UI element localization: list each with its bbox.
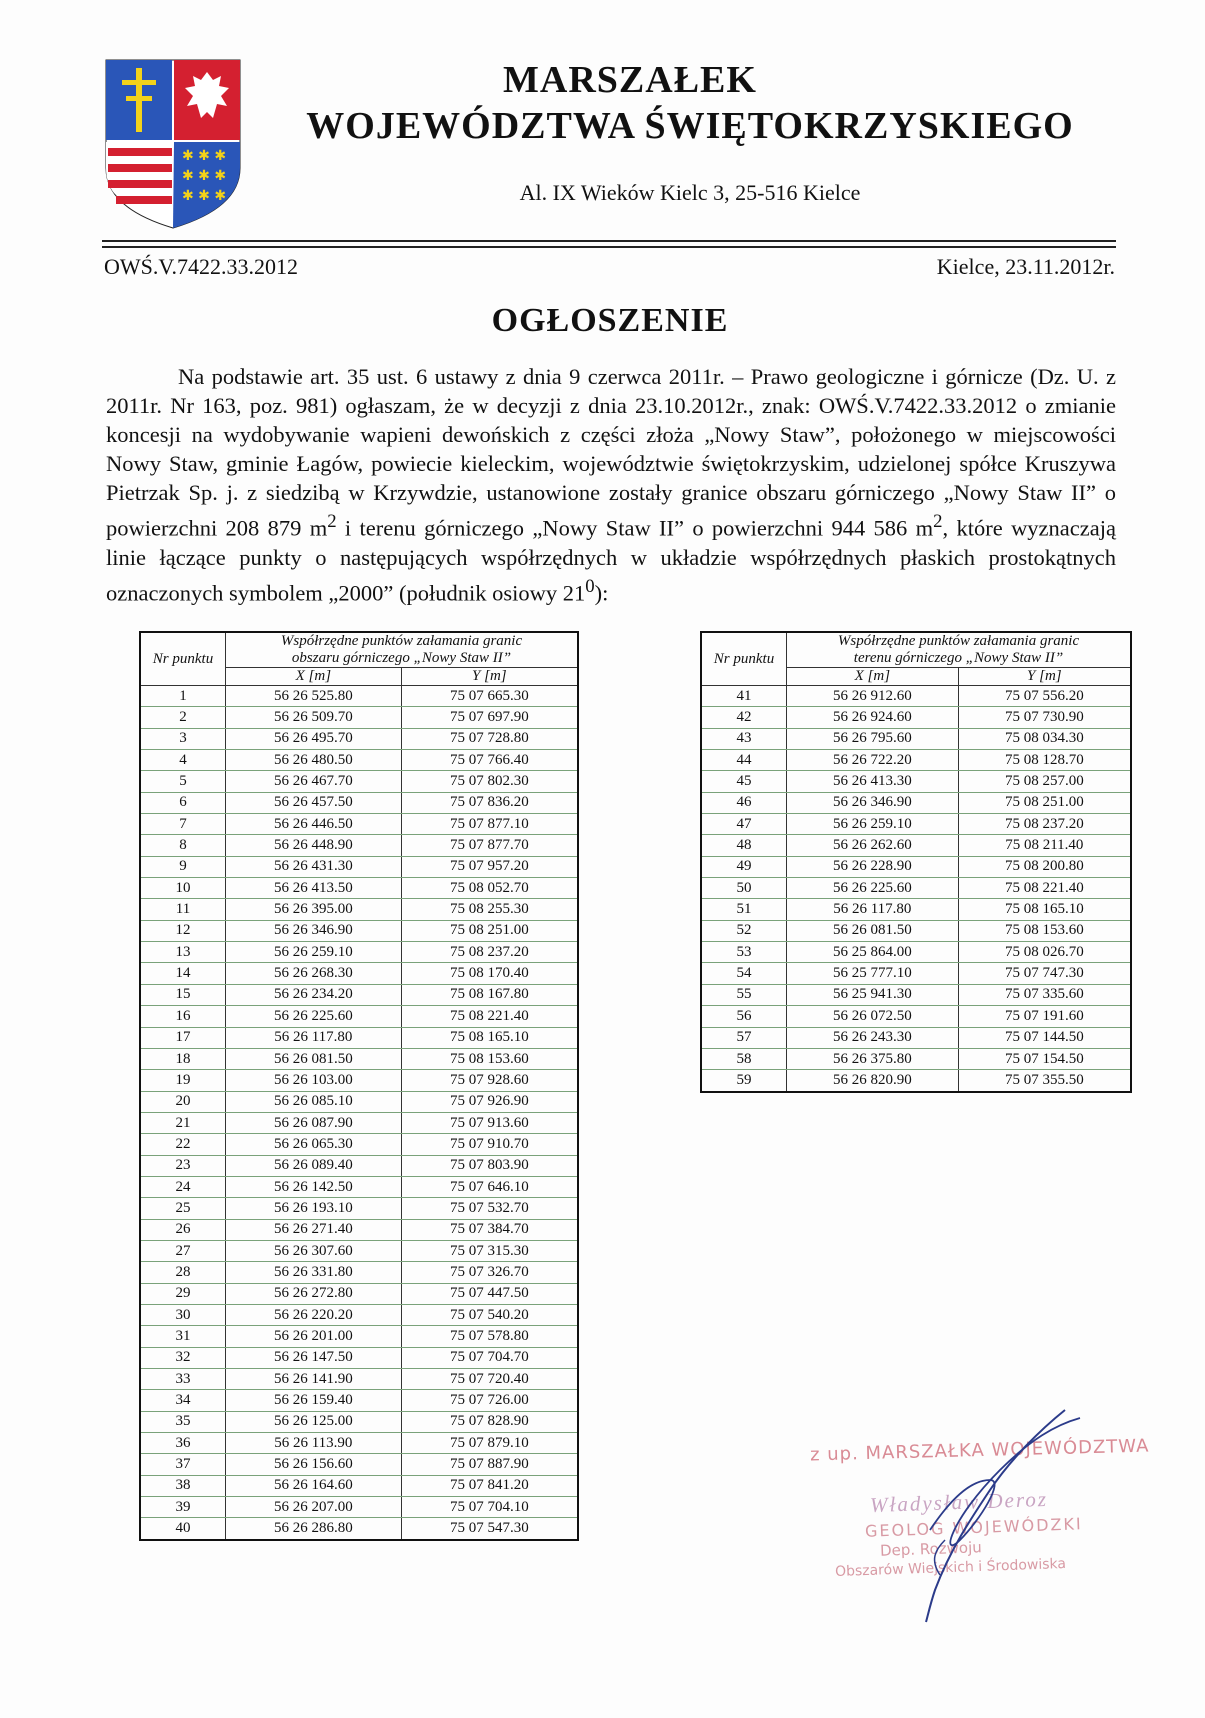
announcement-body — [106, 362, 1116, 607]
mining-terrain-coordinates-table — [700, 631, 1132, 1093]
y-coordinate-cell: 75 08 170.40 — [401, 963, 578, 984]
table-row — [701, 792, 1131, 813]
x-coordinate-cell: 56 26 125.00 — [226, 1411, 402, 1432]
x-coordinate-cell: 56 26 820.90 — [787, 1070, 959, 1092]
table-row — [140, 750, 578, 771]
table-row — [701, 856, 1131, 877]
point-number-cell: 52 — [701, 920, 787, 941]
y-coordinate-cell: 75 08 251.00 — [401, 920, 578, 941]
table-row — [140, 1326, 578, 1347]
x-coordinate-cell: 56 26 413.30 — [787, 771, 959, 792]
point-number-cell: 9 — [140, 856, 226, 877]
point-number-cell: 12 — [140, 920, 226, 941]
x-coordinate-cell: 56 26 413.50 — [226, 878, 402, 899]
table-row — [140, 1070, 578, 1091]
y-coordinate-cell: 75 07 326.70 — [401, 1262, 578, 1283]
point-number-cell: 19 — [140, 1070, 226, 1091]
point-number-cell: 6 — [140, 792, 226, 813]
header-rule — [102, 240, 1116, 242]
table-row — [701, 814, 1131, 835]
table-row — [140, 878, 578, 899]
point-number-cell: 46 — [701, 792, 787, 813]
point-number-cell: 18 — [140, 1048, 226, 1069]
table-row — [140, 1155, 578, 1176]
y-coordinate-cell: 75 07 540.20 — [401, 1304, 578, 1325]
point-number-cell: 21 — [140, 1112, 226, 1133]
x-coordinate-cell: 56 26 193.10 — [226, 1198, 402, 1219]
y-coordinate-cell: 75 07 665.30 — [401, 686, 578, 707]
point-number-cell: 7 — [140, 814, 226, 835]
x-coordinate-cell: 56 26 081.50 — [226, 1048, 402, 1069]
point-number-cell: 8 — [140, 835, 226, 856]
point-number-cell: 14 — [140, 963, 226, 984]
x-coordinate-cell: 56 26 448.90 — [226, 835, 402, 856]
point-number-cell: 58 — [701, 1048, 787, 1069]
table-row — [701, 878, 1131, 899]
y-coordinate-cell: 75 07 532.70 — [401, 1198, 578, 1219]
y-coordinate-cell: 75 07 803.90 — [401, 1155, 578, 1176]
col-header-group: Współrzędne punktów załamania granic obszaru górniczego „Nowy Staw II” — [226, 632, 579, 668]
svg-text:✱ ✱ ✱: ✱ ✱ ✱ — [182, 168, 227, 184]
point-number-cell: 33 — [140, 1369, 226, 1390]
y-coordinate-cell: 75 07 556.20 — [958, 686, 1131, 707]
x-coordinate-cell: 56 26 220.20 — [226, 1304, 402, 1325]
y-coordinate-cell: 75 08 237.20 — [958, 814, 1131, 835]
x-coordinate-cell: 56 26 259.10 — [226, 942, 402, 963]
y-coordinate-cell: 75 07 730.90 — [958, 707, 1131, 728]
table-row — [140, 1454, 578, 1475]
table-row — [140, 899, 578, 920]
point-number-cell: 40 — [140, 1518, 226, 1540]
place-date: Kielce, 23.11.2012r. — [936, 254, 1115, 279]
body-paragraph: Na podstawie art. 35 ust. 6 ustawy z dnia 9 czerwca 2011r. – Prawo geologiczne i górnicze (Dz. U. z 2011r. Nr 163, poz. 981) ogłaszam, że w decyzji z dnia 23.10.2012r., znak: OWŚ.V.7422.33.2012 o zmianie koncesji na wydobywanie wapieni dewońskich z części złoża „Nowy Staw”, położonego w miejscowości Nowy Staw, gminie Łagów, powiecie kieleckim, województwie świętokrzyskim, udzielonej spółce Kruszywa Pietrzak Sp. j. z siedzibą w Krzywdzie, ustanowione zostały granice obszaru górniczego „Nowy Staw II” o powierzchni 208 879 $m^2$ i terenu górniczego „Nowy Staw II” o powierzchni 944 586 $m^2$, które wyznaczają linie łączące punkty o następujących współrzędnych w układzie współrzędnych płaskich prostokątnych oznaczonych symbolem „2000” (południk osiowy $21^0$): — [106, 364, 1116, 605]
table-row — [701, 1048, 1131, 1069]
point-number-cell: 31 — [140, 1326, 226, 1347]
point-number-cell: 45 — [701, 771, 787, 792]
y-coordinate-cell: 75 08 165.10 — [958, 899, 1131, 920]
x-coordinate-cell: 56 26 346.90 — [787, 792, 959, 813]
y-coordinate-cell: 75 07 704.70 — [401, 1347, 578, 1368]
point-number-cell: 11 — [140, 899, 226, 920]
point-number-cell: 16 — [140, 1006, 226, 1027]
point-number-cell: 28 — [140, 1262, 226, 1283]
table-row — [140, 1390, 578, 1411]
col-header-nr: Nr punktu — [140, 632, 226, 686]
point-number-cell: 26 — [140, 1219, 226, 1240]
x-coordinate-cell: 56 26 228.90 — [787, 856, 959, 877]
x-coordinate-cell: 56 26 722.20 — [787, 750, 959, 771]
point-number-cell: 42 — [701, 707, 787, 728]
y-coordinate-cell: 75 07 766.40 — [401, 750, 578, 771]
y-coordinate-cell: 75 08 237.20 — [401, 942, 578, 963]
x-coordinate-cell: 56 26 431.30 — [226, 856, 402, 877]
table-row — [140, 728, 578, 749]
point-number-cell: 5 — [140, 771, 226, 792]
point-number-cell: 4 — [140, 750, 226, 771]
mining-area-coordinates-table — [139, 631, 579, 1541]
point-number-cell: 2 — [140, 707, 226, 728]
point-number-cell: 56 — [701, 1006, 787, 1027]
y-coordinate-cell: 75 08 034.30 — [958, 728, 1131, 749]
x-coordinate-cell: 56 26 103.00 — [226, 1070, 402, 1091]
x-coordinate-cell: 56 26 072.50 — [787, 1006, 959, 1027]
y-coordinate-cell: 75 07 726.00 — [401, 1390, 578, 1411]
table-row — [701, 707, 1131, 728]
y-coordinate-cell: 75 08 255.30 — [401, 899, 578, 920]
x-coordinate-cell: 56 26 467.70 — [226, 771, 402, 792]
point-number-cell: 41 — [701, 686, 787, 707]
point-number-cell: 34 — [140, 1390, 226, 1411]
x-coordinate-cell: 56 26 156.60 — [226, 1454, 402, 1475]
table-row — [701, 1006, 1131, 1027]
point-number-cell: 55 — [701, 984, 787, 1005]
table-row — [701, 1027, 1131, 1048]
x-coordinate-cell: 56 26 375.80 — [787, 1048, 959, 1069]
table-row — [140, 835, 578, 856]
col-header-x: X [m] — [787, 668, 959, 686]
point-number-cell: 32 — [140, 1347, 226, 1368]
point-number-cell: 47 — [701, 814, 787, 835]
x-coordinate-cell: 56 26 117.80 — [787, 899, 959, 920]
stamp-line: GEOLOG WOJEWÓDZKI — [864, 1514, 1083, 1541]
y-coordinate-cell: 75 08 257.00 — [958, 771, 1131, 792]
x-coordinate-cell: 56 26 307.60 — [226, 1240, 402, 1261]
y-coordinate-cell: 75 07 836.20 — [401, 792, 578, 813]
table-row — [140, 1433, 578, 1454]
table-row — [140, 1497, 578, 1518]
x-coordinate-cell: 56 26 225.60 — [226, 1006, 402, 1027]
point-number-cell: 24 — [140, 1176, 226, 1197]
x-coordinate-cell: 56 26 207.00 — [226, 1497, 402, 1518]
table-row — [140, 792, 578, 813]
y-coordinate-cell: 75 07 384.70 — [401, 1219, 578, 1240]
y-coordinate-cell: 75 08 221.40 — [958, 878, 1131, 899]
y-coordinate-cell: 75 07 547.30 — [401, 1518, 578, 1540]
y-coordinate-cell: 75 08 052.70 — [401, 878, 578, 899]
table-row — [140, 1006, 578, 1027]
y-coordinate-cell: 75 08 128.70 — [958, 750, 1131, 771]
y-coordinate-cell: 75 08 153.60 — [401, 1048, 578, 1069]
point-number-cell: 51 — [701, 899, 787, 920]
table-row — [140, 1219, 578, 1240]
x-coordinate-cell: 56 26 234.20 — [226, 984, 402, 1005]
x-coordinate-cell: 56 26 159.40 — [226, 1390, 402, 1411]
point-number-cell: 59 — [701, 1070, 787, 1092]
table-row — [701, 728, 1131, 749]
y-coordinate-cell: 75 08 153.60 — [958, 920, 1131, 941]
col-header-y: Y [m] — [401, 668, 578, 686]
x-coordinate-cell: 56 26 201.00 — [226, 1326, 402, 1347]
point-number-cell: 1 — [140, 686, 226, 707]
table-row — [140, 814, 578, 835]
table-row — [140, 984, 578, 1005]
point-number-cell: 38 — [140, 1475, 226, 1496]
x-coordinate-cell: 56 26 495.70 — [226, 728, 402, 749]
y-coordinate-cell: 75 07 910.70 — [401, 1134, 578, 1155]
y-coordinate-cell: 75 08 026.70 — [958, 942, 1131, 963]
point-number-cell: 20 — [140, 1091, 226, 1112]
y-coordinate-cell: 75 07 191.60 — [958, 1006, 1131, 1027]
table-row — [140, 942, 578, 963]
table-row — [140, 1518, 578, 1540]
y-coordinate-cell: 75 07 144.50 — [958, 1027, 1131, 1048]
table-row — [140, 856, 578, 877]
y-coordinate-cell: 75 07 957.20 — [401, 856, 578, 877]
stamp-line: z up. MARSZAŁKA WOJEWÓDZTWA — [809, 1435, 1150, 1466]
point-number-cell: 10 — [140, 878, 226, 899]
svg-text:✱ ✱ ✱: ✱ ✱ ✱ — [182, 148, 227, 164]
y-coordinate-cell: 75 08 221.40 — [401, 1006, 578, 1027]
table-row — [701, 835, 1131, 856]
table-row — [140, 1091, 578, 1112]
table-row — [140, 1176, 578, 1197]
point-number-cell: 30 — [140, 1304, 226, 1325]
y-coordinate-cell: 75 07 887.90 — [401, 1454, 578, 1475]
table-row — [140, 1304, 578, 1325]
x-coordinate-cell: 56 26 795.60 — [787, 728, 959, 749]
x-coordinate-cell: 56 26 117.80 — [226, 1027, 402, 1048]
point-number-cell: 53 — [701, 942, 787, 963]
y-coordinate-cell: 75 07 747.30 — [958, 963, 1131, 984]
stamp-line: Władysław Deroz — [869, 1486, 1049, 1518]
table-row — [140, 920, 578, 941]
table-row — [701, 920, 1131, 941]
svg-text:✱ ✱ ✱: ✱ ✱ ✱ — [182, 188, 227, 204]
table-row — [140, 1112, 578, 1133]
y-coordinate-cell: 75 07 720.40 — [401, 1369, 578, 1390]
handwritten-signature — [840, 1400, 1100, 1630]
x-coordinate-cell: 56 25 777.10 — [787, 963, 959, 984]
table-row — [140, 1134, 578, 1155]
document-title: OGŁOSZENIE — [491, 302, 729, 339]
x-coordinate-cell: 56 26 113.90 — [226, 1433, 402, 1454]
y-coordinate-cell: 75 07 926.90 — [401, 1091, 578, 1112]
table-row — [701, 750, 1131, 771]
stamp-line: Dep. Rozwoju — [879, 1538, 983, 1560]
x-coordinate-cell: 56 26 446.50 — [226, 814, 402, 835]
x-coordinate-cell: 56 26 262.60 — [787, 835, 959, 856]
table-row — [140, 686, 578, 707]
y-coordinate-cell: 75 08 251.00 — [958, 792, 1131, 813]
point-number-cell: 13 — [140, 942, 226, 963]
x-coordinate-cell: 56 26 065.30 — [226, 1134, 402, 1155]
point-number-cell: 15 — [140, 984, 226, 1005]
x-coordinate-cell: 56 26 087.90 — [226, 1112, 402, 1133]
point-number-cell: 22 — [140, 1134, 226, 1155]
point-number-cell: 37 — [140, 1454, 226, 1475]
point-number-cell: 48 — [701, 835, 787, 856]
col-header-nr: Nr punktu — [701, 632, 787, 686]
y-coordinate-cell: 75 07 447.50 — [401, 1283, 578, 1304]
x-coordinate-cell: 56 26 243.30 — [787, 1027, 959, 1048]
x-coordinate-cell: 56 25 941.30 — [787, 984, 959, 1005]
x-coordinate-cell: 56 26 395.00 — [226, 899, 402, 920]
point-number-cell: 39 — [140, 1497, 226, 1518]
table-row — [140, 1262, 578, 1283]
y-coordinate-cell: 75 08 200.80 — [958, 856, 1131, 877]
x-coordinate-cell: 56 26 457.50 — [226, 792, 402, 813]
point-number-cell: 27 — [140, 1240, 226, 1261]
y-coordinate-cell: 75 07 315.30 — [401, 1240, 578, 1261]
point-number-cell: 44 — [701, 750, 787, 771]
table-row — [701, 984, 1131, 1005]
table-row — [140, 1369, 578, 1390]
table-row — [140, 1347, 578, 1368]
y-coordinate-cell: 75 07 646.10 — [401, 1176, 578, 1197]
table-row — [140, 771, 578, 792]
table-row — [140, 707, 578, 728]
table-row — [701, 771, 1131, 792]
point-number-cell: 3 — [140, 728, 226, 749]
y-coordinate-cell: 75 08 165.10 — [401, 1027, 578, 1048]
col-header-group: Współrzędne punktów załamania granic terenu górniczego „Nowy Staw II” — [787, 632, 1132, 668]
x-coordinate-cell: 56 26 141.90 — [226, 1369, 402, 1390]
point-number-cell: 25 — [140, 1198, 226, 1219]
y-coordinate-cell: 75 07 802.30 — [401, 771, 578, 792]
x-coordinate-cell: 56 26 089.40 — [226, 1155, 402, 1176]
y-coordinate-cell: 75 07 697.90 — [401, 707, 578, 728]
y-coordinate-cell: 75 07 877.10 — [401, 814, 578, 835]
y-coordinate-cell: 75 08 211.40 — [958, 835, 1131, 856]
x-coordinate-cell: 56 26 142.50 — [226, 1176, 402, 1197]
x-coordinate-cell: 56 26 924.60 — [787, 707, 959, 728]
y-coordinate-cell: 75 07 879.10 — [401, 1433, 578, 1454]
table-row — [140, 1411, 578, 1432]
header-title-line2: WOJEWÓDZTWA ŚWIĘTOKRZYSKIEGO — [306, 105, 1074, 147]
table-row — [701, 899, 1131, 920]
x-coordinate-cell: 56 26 268.30 — [226, 963, 402, 984]
table-row — [701, 1070, 1131, 1092]
point-number-cell: 54 — [701, 963, 787, 984]
point-number-cell: 43 — [701, 728, 787, 749]
table-row — [140, 1240, 578, 1261]
y-coordinate-cell: 75 07 728.80 — [401, 728, 578, 749]
header-title-line1: MARSZAŁEK — [503, 59, 757, 101]
table-row — [140, 1048, 578, 1069]
y-coordinate-cell: 75 07 928.60 — [401, 1070, 578, 1091]
point-number-cell: 49 — [701, 856, 787, 877]
point-number-cell: 36 — [140, 1433, 226, 1454]
reference-number: OWŚ.V.7422.33.2012 — [104, 254, 298, 279]
x-coordinate-cell: 56 26 081.50 — [787, 920, 959, 941]
point-number-cell: 57 — [701, 1027, 787, 1048]
point-number-cell: 35 — [140, 1411, 226, 1432]
point-number-cell: 17 — [140, 1027, 226, 1048]
y-coordinate-cell: 75 07 877.70 — [401, 835, 578, 856]
col-header-y: Y [m] — [958, 668, 1131, 686]
header-address: Al. IX Wieków Kielc 3, 25-516 Kielce — [519, 180, 861, 205]
table-row — [140, 1198, 578, 1219]
x-coordinate-cell: 56 26 147.50 — [226, 1347, 402, 1368]
x-coordinate-cell: 56 26 331.80 — [226, 1262, 402, 1283]
y-coordinate-cell: 75 07 828.90 — [401, 1411, 578, 1432]
point-number-cell: 29 — [140, 1283, 226, 1304]
y-coordinate-cell: 75 07 841.20 — [401, 1475, 578, 1496]
x-coordinate-cell: 56 25 864.00 — [787, 942, 959, 963]
y-coordinate-cell: 75 08 167.80 — [401, 984, 578, 1005]
x-coordinate-cell: 56 26 480.50 — [226, 750, 402, 771]
x-coordinate-cell: 56 26 346.90 — [226, 920, 402, 941]
x-coordinate-cell: 56 26 286.80 — [226, 1518, 402, 1540]
point-number-cell: 50 — [701, 878, 787, 899]
y-coordinate-cell: 75 07 335.60 — [958, 984, 1131, 1005]
coat-of-arms-logo — [104, 58, 242, 230]
x-coordinate-cell: 56 26 509.70 — [226, 707, 402, 728]
y-coordinate-cell: 75 07 578.80 — [401, 1326, 578, 1347]
x-coordinate-cell: 56 26 164.60 — [226, 1475, 402, 1496]
table-row — [701, 686, 1131, 707]
x-coordinate-cell: 56 26 225.60 — [787, 878, 959, 899]
x-coordinate-cell: 56 26 271.40 — [226, 1219, 402, 1240]
table-row — [140, 963, 578, 984]
table-row — [140, 1475, 578, 1496]
y-coordinate-cell: 75 07 154.50 — [958, 1048, 1131, 1069]
table-row — [701, 942, 1131, 963]
point-number-cell: 23 — [140, 1155, 226, 1176]
col-header-x: X [m] — [226, 668, 402, 686]
x-coordinate-cell: 56 26 272.80 — [226, 1283, 402, 1304]
table-row — [140, 1283, 578, 1304]
x-coordinate-cell: 56 26 085.10 — [226, 1091, 402, 1112]
y-coordinate-cell: 75 07 913.60 — [401, 1112, 578, 1133]
x-coordinate-cell: 56 26 259.10 — [787, 814, 959, 835]
table-row — [701, 963, 1131, 984]
y-coordinate-cell: 75 07 704.10 — [401, 1497, 578, 1518]
stamp-line: Obszarów Wiejskich i Środowiska — [834, 1555, 1067, 1581]
x-coordinate-cell: 56 26 525.80 — [226, 686, 402, 707]
header-rule — [102, 246, 1116, 248]
x-coordinate-cell: 56 26 912.60 — [787, 686, 959, 707]
y-coordinate-cell: 75 07 355.50 — [958, 1070, 1131, 1092]
table-row — [140, 1027, 578, 1048]
